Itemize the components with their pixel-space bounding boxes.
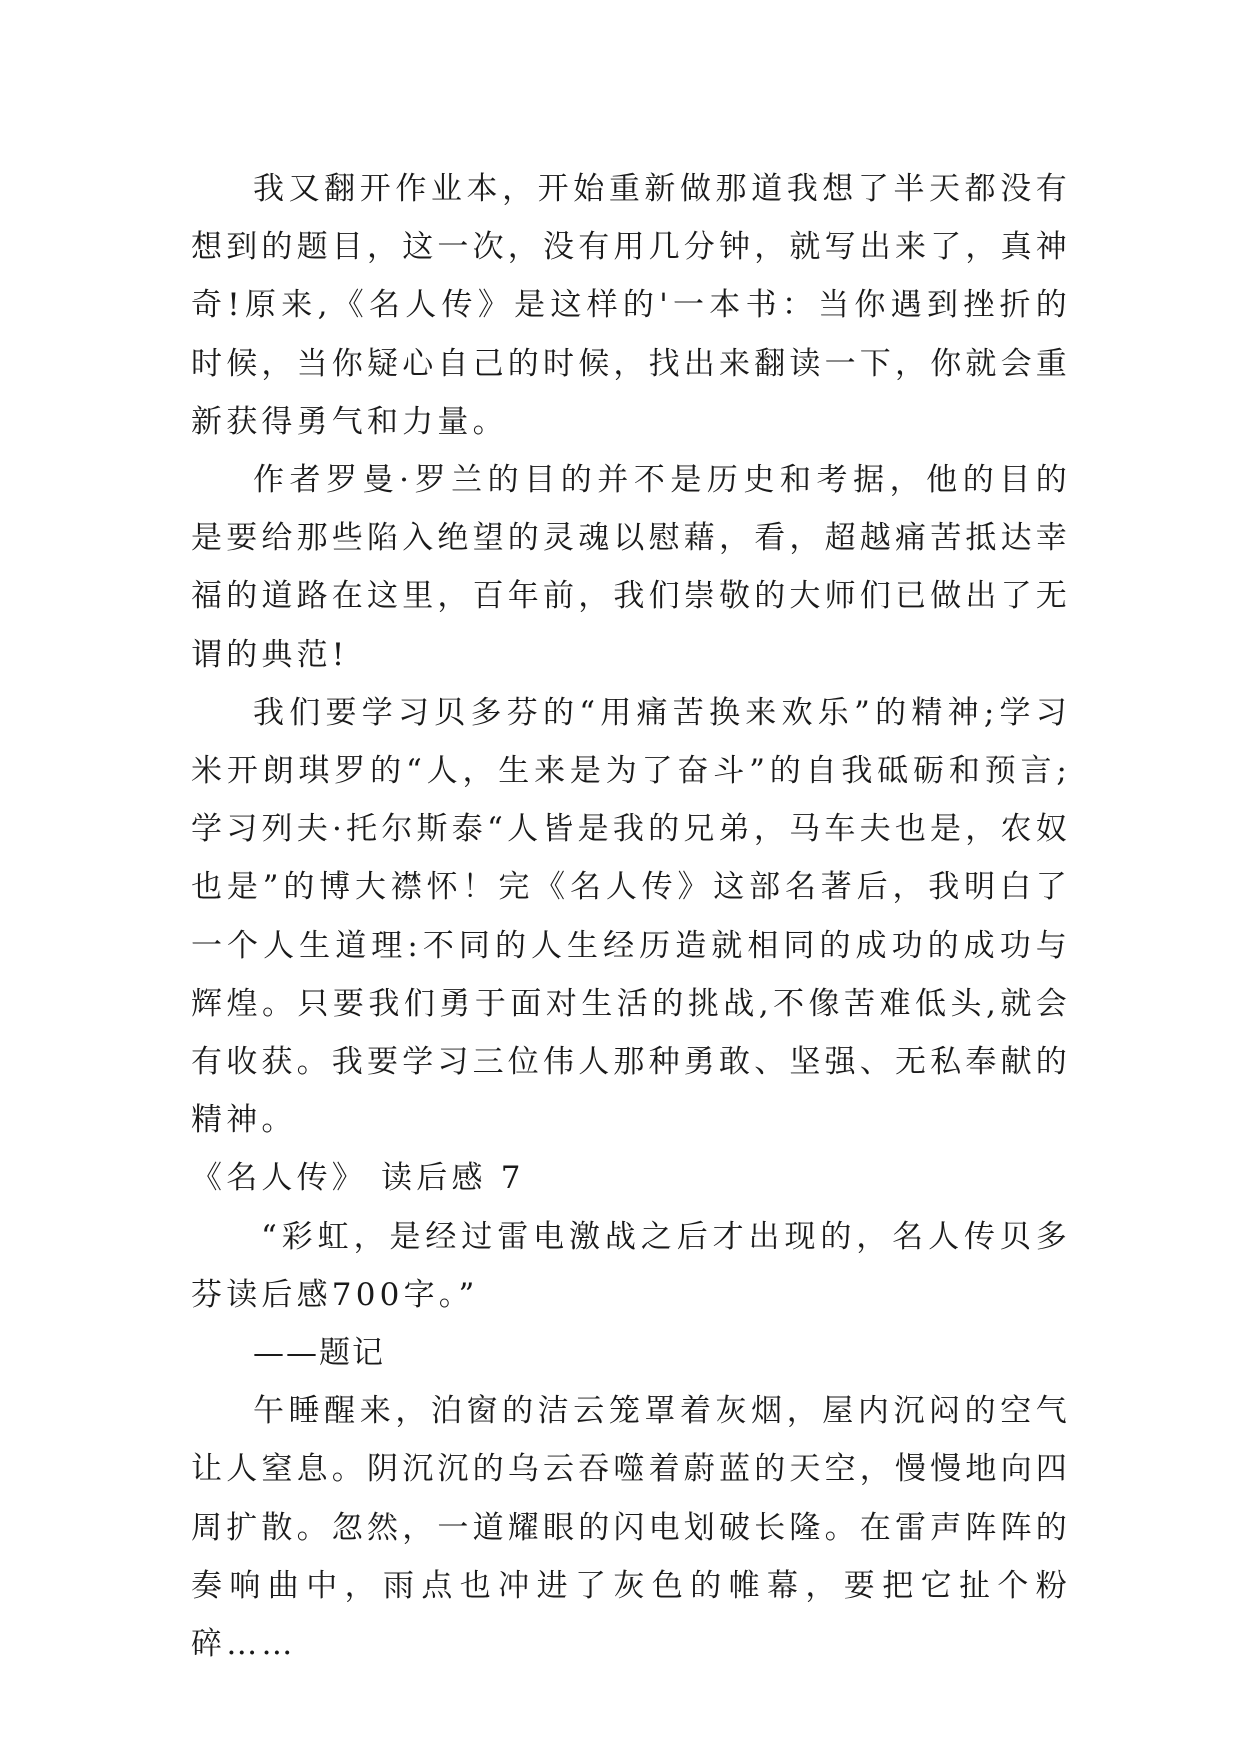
document-body: [191, 160, 1071, 1673]
epigraph-quote: “彩虹，是经过雷电激战之后才出现的，名人传贝多芬读后感700字。”: [191, 1218, 1071, 1313]
paragraph-learn-from-masters: 我们要学习贝多芬的“用痛苦换来欢乐”的精神;学习米开朗琪罗的“人，生来是为了奋斗”的自我砥砺和预言;学习列夫·托尔斯泰“人皆是我的兄弟，马车夫也是，农奴也是”的博大襟怀！完《名人传》这部名著后，我明白了一个人生道理:不同的人生经历造就相同的成功的成功与辉煌。只要我们勇于面对生活的挑战,不像苦难低头,就会有收获。我要学习三位伟人那种勇敢、坚强、无私奉献的精神。: [191, 694, 1071, 1139]
paragraph-afternoon-storm: 午睡醒来，泊窗的洁云笼罩着灰烟，屋内沉闷的空气让人窒息。阴沉沉的乌云吞噬着蔚蓝的天空，慢慢地向四周扩散。忽然，一道耀眼的闪电划破长隆。在雷声阵阵的奏响曲中，雨点也冲进了灰色的帷幕，要把它扯个粉碎……: [191, 1393, 1071, 1663]
paragraph-reopen-homework: 我又翻开作业本，开始重新做那道我想了半天都没有想到的题目，这一次，没有用几分钟，就写出来了，真神奇!原来,《名人传》是这样的'一本书：当你遇到挫折的时候，当你疑心自己的时候，找出来翻读一下，你就会重新获得勇气和力量。: [191, 171, 1071, 440]
epigraph-attribution: ——题记: [253, 1335, 385, 1372]
paragraph-romain-rolland-purpose: 作者罗曼·罗兰的目的并不是历史和考据，他的目的是要给那些陷入绝望的灵魂以慰藉，看，超越痛苦抵达幸福的道路在这里，百年前，我们崇敬的大师们已做出了无谓的典范!: [191, 462, 1071, 673]
section-heading: 《名人传》 读后感 7: [191, 1160, 525, 1197]
